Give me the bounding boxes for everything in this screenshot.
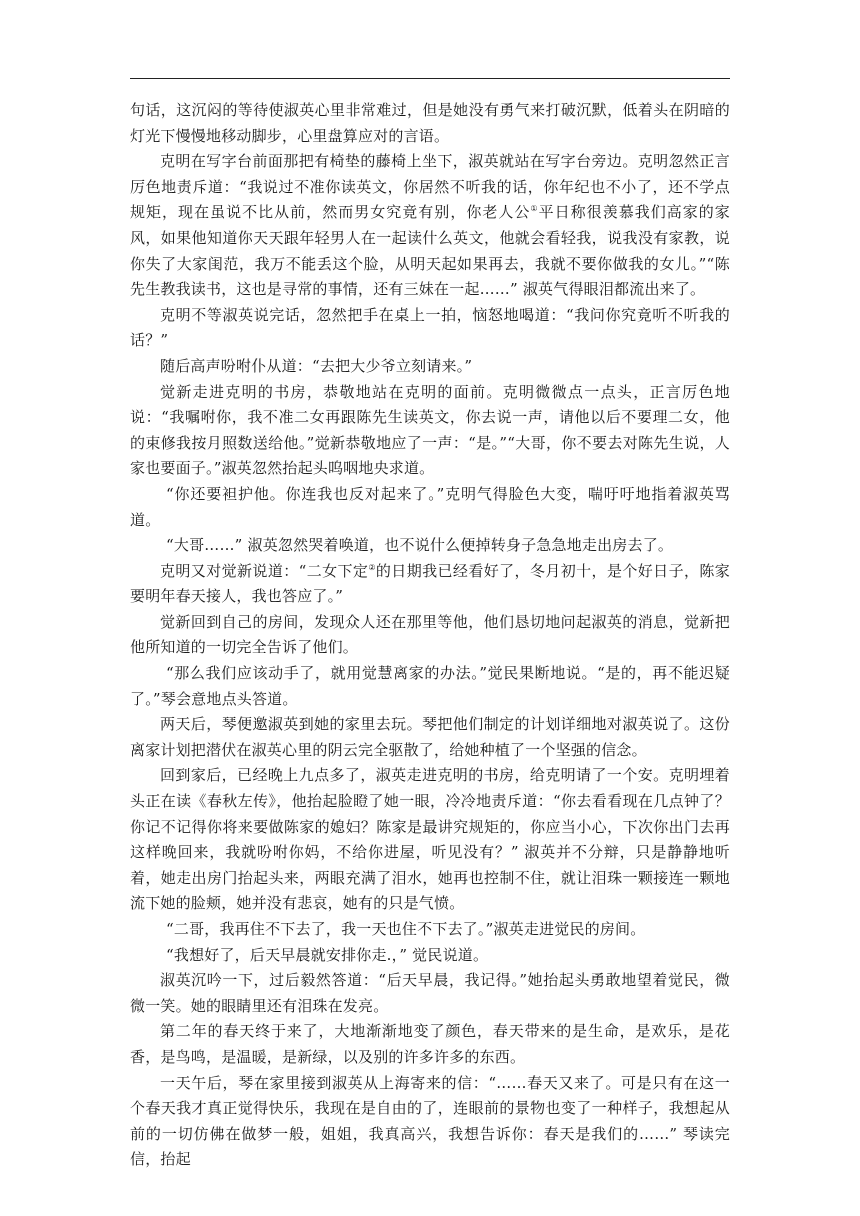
paragraph-15: 淑英沉吟一下，过后毅然答道：“后天早晨，我记得。”她抬起头勇敢地望着觉民，微微一笑。她的眼睛里还有泪珠在发亮。	[130, 971, 730, 1015]
paragraph-16: 第二年的春天终于来了，大地渐渐地变了颜色，春天带来的是生命，是欢乐，是花香，是鸟鸣，是温暖，是新绿，以及别的许多许多的东西。	[130, 1022, 730, 1066]
paragraph-2	[130, 149, 730, 303]
paragraph-17: 一天午后，琴在家里接到淑英从上海寄来的信：“……春天又来了。可是只有在这一个春天我才真正觉得快乐，我现在是自由的了，连眼前的景物也变了一种样子，我想起从前的一切仿佛在做梦一般，姐姐，我真高兴，我想告诉你：春天是我们的……” 琴读完信，抬起	[130, 1073, 730, 1169]
paragraph-4: 随后高声吩咐仆从道：“去把大少爷立刻请来。”	[160, 356, 473, 375]
document-body	[130, 98, 730, 1173]
paragraph-3: 克明不等淑英说完话，忽然把手在桌上一拍，恼怒地喝道：“我问你究竟听不听我的话？”	[130, 305, 730, 350]
paragraph-1: 句话，这沉闷的等待使淑英心里非常难过，但是她没有勇气来打破沉默，低着头在阴暗的灯光下慢慢地移动脚步，心里盘算应对的言语。	[130, 101, 730, 145]
paragraph-7: “大哥……” 淑英忽然哭着唤道，也不说什么便掉转身子急急地走出房去了。	[166, 536, 674, 555]
paragraph-5: 觉新走进克明的书房，恭敬地站在克明的面前。克明微微点一点头，正言厉色地说：“我嘱咐你，我不准二女再跟陈先生读英文，你去说一声，请他以后不要理二女，他的束修我按月照数送给他。”觉新恭敬地应了一声：“是。”“大哥，你不要去对陈先生说，人家也要面子。”淑英忽然抬起头呜咽地央求道。	[130, 382, 730, 478]
paragraph-6: “你还要袒护他。你连我也反对起来了。”克明气得脸色大变，喘吁吁地指着淑英骂道。	[130, 484, 730, 529]
paragraph-11: 两天后，琴便邀淑英到她的家里去玩。琴把他们制定的计划详细地对淑英说了。这份离家计划把潜伏在淑英心里的阴云完全驱散了，给她种植了一个坚强的信念。	[130, 715, 730, 759]
paragraph-2-text-a: 克明在写字台前面那把有椅垫的藤椅上坐下，淑英就站在写字台旁边。克明忽然正言厉色地责斥道：“我说过不准你读英文，你居然不听我的话，你年纪也不小了，还不学点规矩，现在虽说不比从前，然而男女究竟有别，你老人公	[130, 152, 730, 222]
paragraph-9: 觉新回到自己的房间，发现众人还在那里等他，他们恳切地问起淑英的消息，觉新把他所知道的一切完全告诉了他们。	[130, 612, 730, 657]
paragraph-10: “那么我们应该动手了，就用觉慧离家的办法。”觉民果断地说。“是的，再不能迟疑了。”琴会意地点头答道。	[130, 664, 730, 708]
paragraph-14: “我想好了，后天早晨就安排你走.，” 觉民说道。	[166, 945, 489, 964]
paragraph-2-text-b: 平日称很羡慕我们高家的家风，如果他知道你天天跟年轻男人在一起读什么英文，他就会看轻我，说我没有家教，说你失了大家闺范，我万不能丢这个脸，从明天起如果再去，我就不要你做我的女儿。”“陈先生教我读书，这也是寻常的事情，还有三妹在一起……” 淑英气得眼泪都流出来了。	[130, 203, 731, 299]
header-rule	[130, 78, 730, 79]
paragraph-12: 回到家后，已经晚上九点多了，淑英走进克明的书房，给克明请了一个安。克明埋着头正在读《春秋左传》，他抬起脸瞪了她一眼，冷冷地责斥道：“你去看看现在几点钟了？你记不记得你将来要做陈家的媳妇？陈家是最讲究规矩的，你应当小心，下次你出门去再这样晚回来，我就吩咐你妈，不给你进屋，听见没有？” 淑英并不分辩，只是静静地听着，她走出房门抬起头来，两眼充满了泪水，她再也控制不住，就让泪珠一颗接连一颗地流下她的脸颊，她并没有悲哀，她有的只是气愤。	[130, 766, 730, 913]
paragraph-8	[130, 559, 730, 610]
paragraph-13: “二哥，我再住不下去了，我一天也住不下去了。”淑英走进觉民的房间。	[166, 920, 646, 938]
footnote-mark-2: ②	[368, 562, 376, 572]
paragraph-8-text-b: 的日期我已经看好了，冬月初十，是个好日子，陈家要明年春天接人，我也答应了。”	[130, 561, 730, 606]
footnote-mark-1: ①	[530, 204, 539, 214]
paragraph-8-text-a: 克明又对觉新说道：“二女下定	[160, 561, 369, 580]
